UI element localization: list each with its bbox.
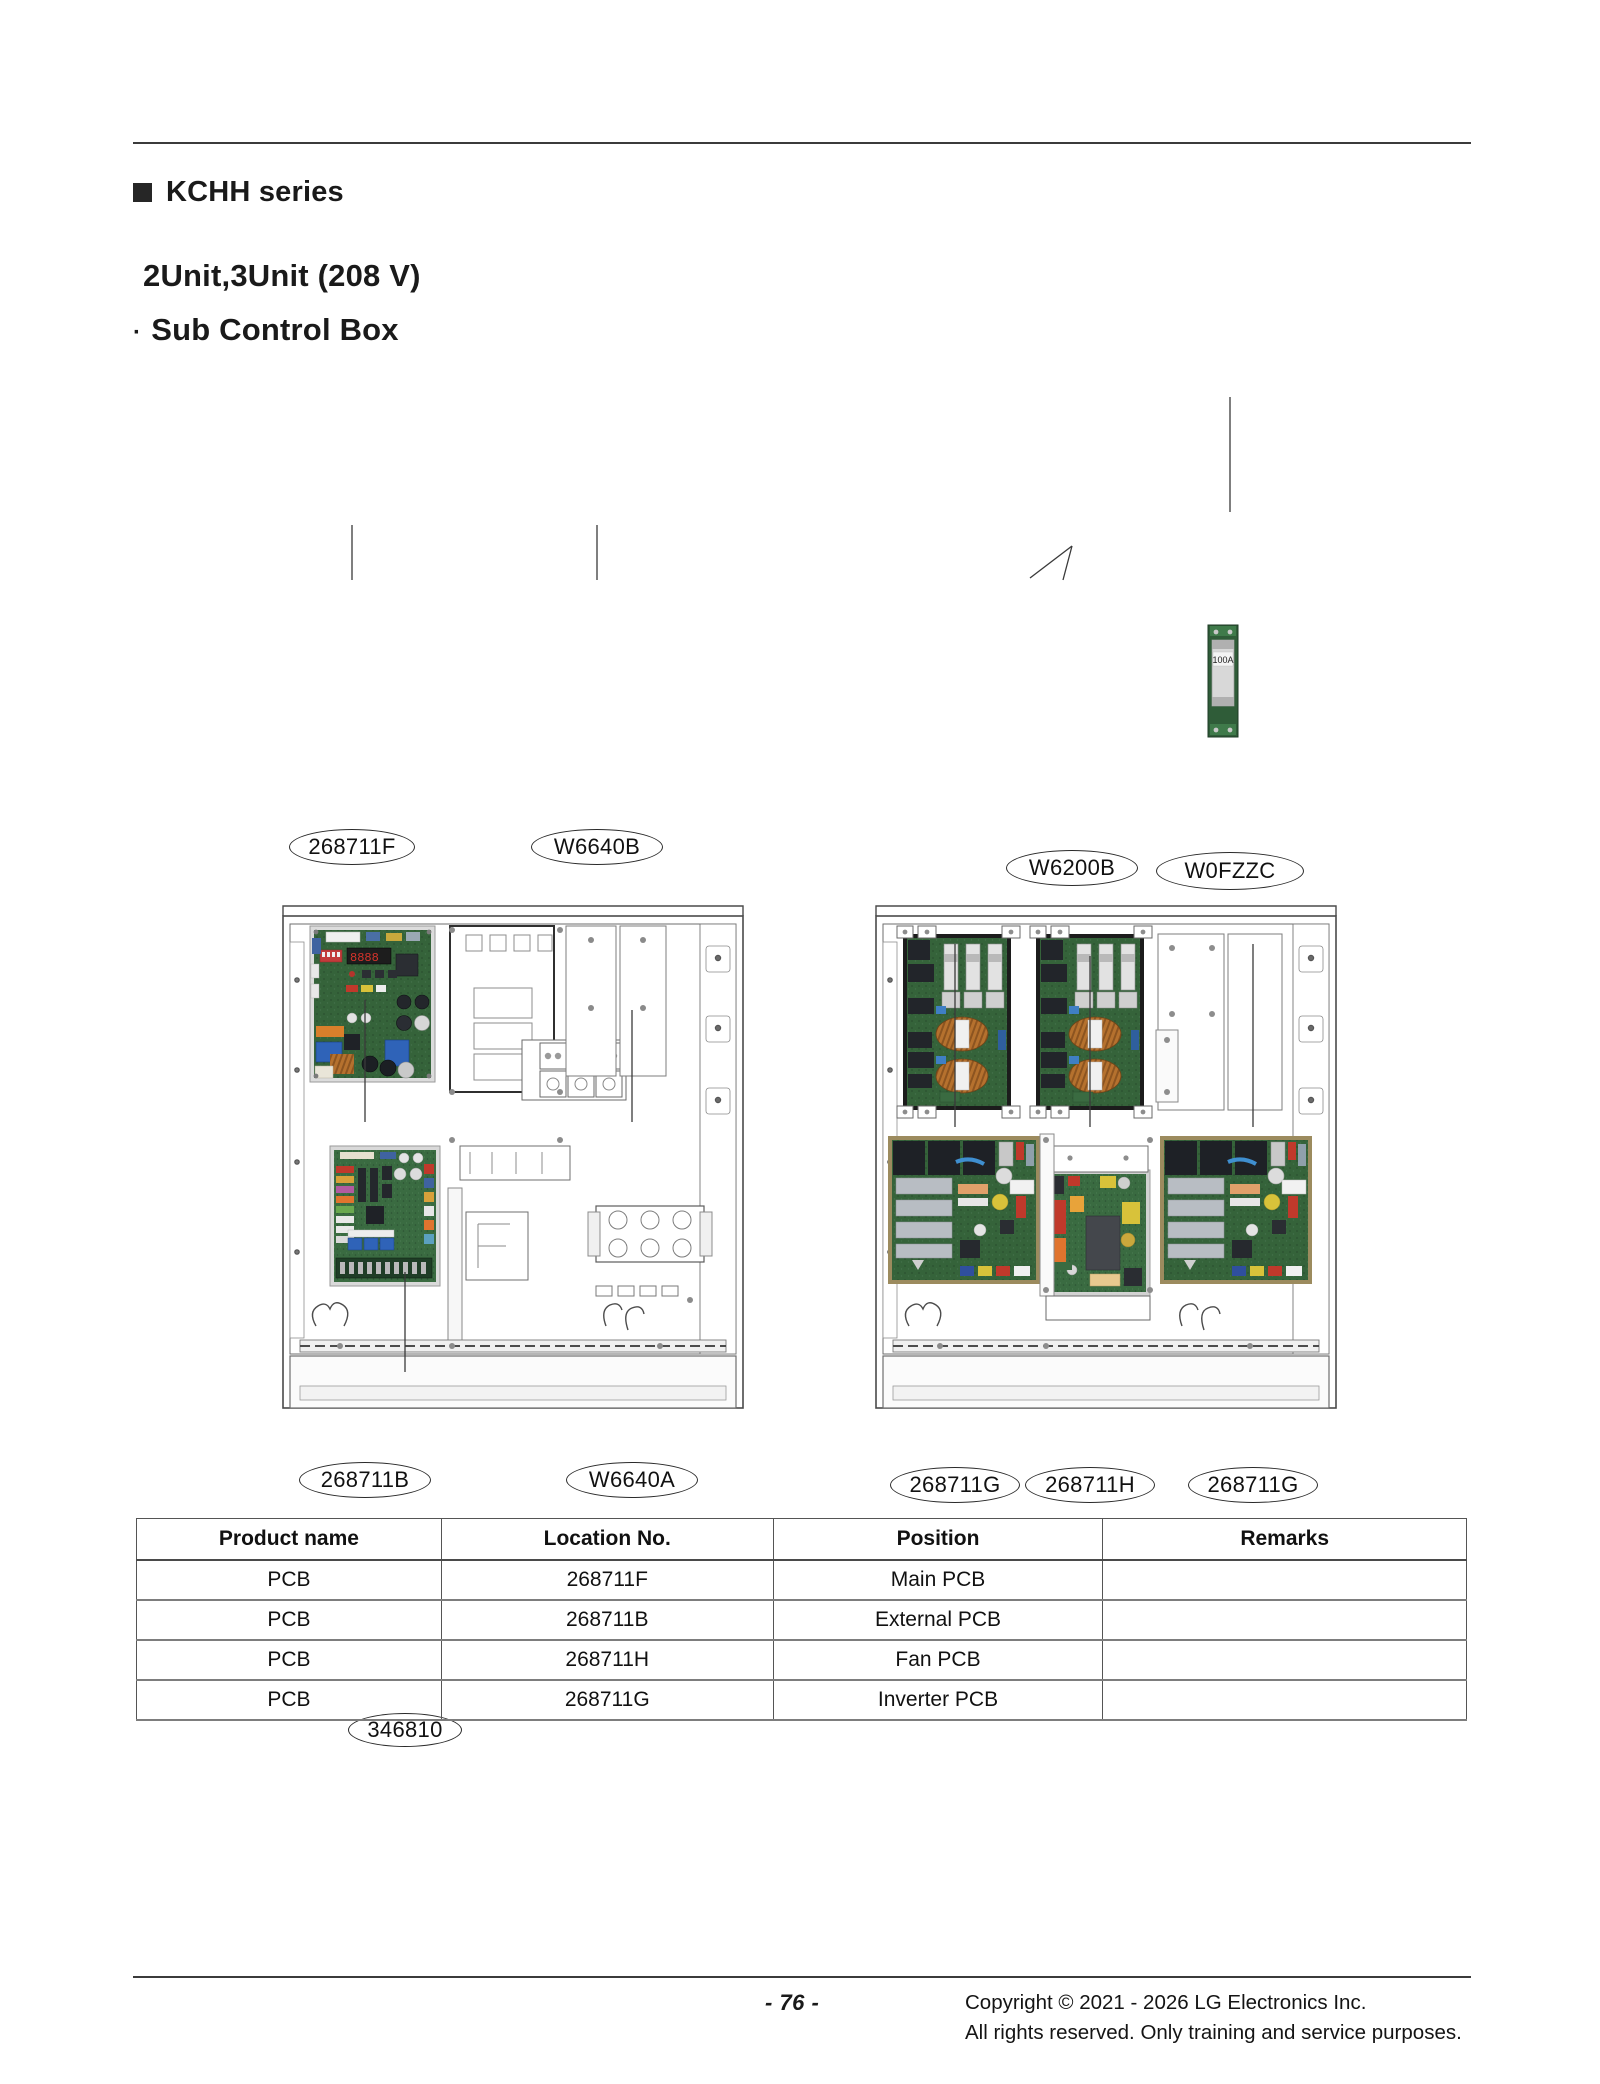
- cell-product: PCB: [137, 1680, 442, 1720]
- svg-text:100A: 100A: [1212, 655, 1234, 665]
- section-title-label: Sub Control Box: [151, 312, 399, 347]
- copyright-line-2: All rights reserved. Only training and service purposes.: [965, 2021, 1462, 2044]
- svg-text:8888: 8888: [350, 951, 379, 965]
- cell-position: Inverter PCB: [773, 1680, 1103, 1720]
- table-row: [137, 1640, 1467, 1680]
- fuse-part-image: [1208, 625, 1238, 737]
- cell-position: External PCB: [773, 1600, 1103, 1640]
- table-header-row: [137, 1519, 1467, 1561]
- header-divider-rule: [133, 142, 1471, 144]
- inverter-pcb-right: [1160, 1136, 1312, 1284]
- header-remarks: Remarks: [1103, 1519, 1467, 1561]
- header-location-no: Location No.: [441, 1519, 773, 1561]
- inverter-pcb-left: [888, 1136, 1040, 1284]
- fan-pcb-middle: [1046, 1170, 1150, 1296]
- table-row: [137, 1560, 1467, 1600]
- copyright-block: [965, 1988, 1462, 2048]
- cell-product: PCB: [137, 1600, 442, 1640]
- middle-dot-icon: ·: [133, 319, 142, 346]
- callout-268711G-left: 268711G: [890, 1467, 1020, 1503]
- unit-title: 2Unit,3Unit (208 V): [143, 258, 421, 293]
- callout-W6640A: W6640A: [566, 1462, 698, 1498]
- callout-W6640B: W6640B: [531, 829, 663, 865]
- main-pcb-image: [310, 926, 435, 1082]
- callout-268711F: 268711F: [289, 829, 415, 865]
- callout-268711B: 268711B: [299, 1462, 431, 1498]
- cell-remarks: [1103, 1560, 1467, 1600]
- cell-remarks: [1103, 1600, 1467, 1640]
- footer-divider-rule: [133, 1976, 1471, 1978]
- callout-346810: 346810: [348, 1713, 462, 1747]
- series-heading-label: KCHH series: [166, 176, 344, 208]
- mounting-plates-upper-right: [566, 926, 666, 1076]
- cell-location: 268711F: [441, 1560, 773, 1600]
- cell-remarks: [1103, 1680, 1467, 1720]
- right-mounting-plates: [1156, 934, 1282, 1110]
- copyright-line-1: Copyright © 2021 - 2026 LG Electronics Inc.: [965, 1991, 1367, 2014]
- cell-location: 268711H: [441, 1640, 773, 1680]
- header-position: Position: [773, 1519, 1103, 1561]
- cell-location: 268711B: [441, 1600, 773, 1640]
- callout-268711H: 268711H: [1025, 1467, 1155, 1503]
- parts-table: [136, 1518, 1467, 1721]
- noise-filter-pcb-left: [903, 934, 1011, 1110]
- cell-product: PCB: [137, 1560, 442, 1600]
- series-heading: [133, 176, 344, 209]
- cell-position: Fan PCB: [773, 1640, 1103, 1680]
- cell-product: PCB: [137, 1640, 442, 1680]
- cell-remarks: [1103, 1640, 1467, 1680]
- callout-268711G-right: 268711G: [1188, 1467, 1318, 1503]
- filled-square-icon: [133, 183, 152, 202]
- table-row: [137, 1680, 1467, 1720]
- external-pcb-image: [330, 1146, 440, 1286]
- page-number: - 76 -: [765, 1990, 820, 2015]
- callout-W6200B: W6200B: [1006, 850, 1138, 886]
- cell-location: 268711G: [441, 1680, 773, 1720]
- header-product-name: Product name: [137, 1519, 442, 1561]
- table-row: [137, 1600, 1467, 1640]
- cell-position: Main PCB: [773, 1560, 1103, 1600]
- callout-W0FZZC: W0FZZC: [1156, 852, 1304, 890]
